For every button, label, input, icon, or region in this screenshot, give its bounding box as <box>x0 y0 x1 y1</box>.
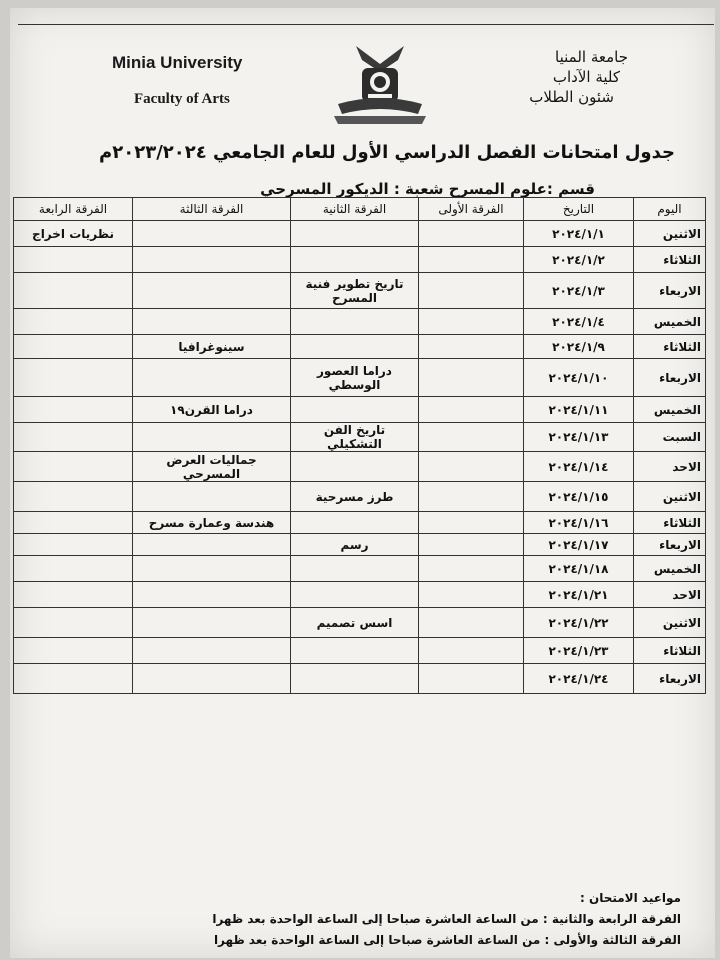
year-1-cell <box>419 664 524 694</box>
year-2-cell <box>291 335 419 359</box>
page-title: جدول امتحانات الفصل الدراسي الأول للعام الجامعي ٢٠٢٣/٢٠٢٤م <box>99 142 675 163</box>
year-3-cell <box>133 359 291 397</box>
year-2-cell <box>291 582 419 608</box>
date-cell: ٢٠٢٤/١/٢١ <box>524 582 634 608</box>
date-cell: ٢٠٢٤/١/١٤ <box>524 452 634 482</box>
year-2-cell <box>291 512 419 534</box>
university-name-ar: جامعة المنيا <box>555 48 628 66</box>
document-page <box>10 8 715 958</box>
year-4-cell <box>14 664 133 694</box>
year-3-cell <box>133 309 291 335</box>
date-cell: ٢٠٢٤/١/٣ <box>524 273 634 309</box>
header-year-2: الفرقة الثانية <box>291 198 419 221</box>
day-cell: الاثنين <box>634 608 706 638</box>
year-2-cell <box>291 247 419 273</box>
year-2-cell: دراما العصور الوسطي <box>291 359 419 397</box>
year-3-cell: دراما القرن١٩ <box>133 397 291 423</box>
table-row <box>14 221 706 247</box>
day-cell: الخميس <box>634 397 706 423</box>
letterhead-arabic <box>529 47 628 107</box>
year-2-cell: طرز مسرحية <box>291 482 419 512</box>
date-cell: ٢٠٢٤/١/٢٢ <box>524 608 634 638</box>
date-cell: ٢٠٢٤/١/١٦ <box>524 512 634 534</box>
year-3-cell: سينوغرافيا <box>133 335 291 359</box>
year-1-cell <box>419 423 524 452</box>
day-cell: الثلاثاء <box>634 638 706 664</box>
department-subtitle: قسم :علوم المسرح شعبة : الديكور المسرحي <box>260 180 595 198</box>
table-row <box>14 608 706 638</box>
university-seal-icon <box>328 38 432 130</box>
notes-line-2: الفرقة الثالثة والأولى : من الساعة العاشرة صباحا إلى الساعة الواحدة بعد ظهرا <box>213 933 681 947</box>
year-4-cell <box>14 534 133 556</box>
year-4-cell <box>14 397 133 423</box>
year-4-cell <box>14 359 133 397</box>
year-1-cell <box>419 359 524 397</box>
year-4-cell <box>14 582 133 608</box>
year-3-cell <box>133 582 291 608</box>
year-1-cell <box>419 582 524 608</box>
header-day: اليوم <box>634 198 706 221</box>
year-3-cell <box>133 608 291 638</box>
date-cell: ٢٠٢٤/١/١٨ <box>524 556 634 582</box>
year-4-cell <box>14 608 133 638</box>
year-2-cell <box>291 638 419 664</box>
table-row <box>14 556 706 582</box>
year-2-cell <box>291 452 419 482</box>
year-2-cell <box>291 556 419 582</box>
year-1-cell <box>419 534 524 556</box>
year-4-cell <box>14 482 133 512</box>
header-year-1: الفرقة الأولى <box>419 198 524 221</box>
year-2-cell <box>291 221 419 247</box>
day-cell: الاربعاء <box>634 359 706 397</box>
year-1-cell <box>419 638 524 664</box>
year-1-cell <box>419 335 524 359</box>
university-name-en: Minia University <box>112 53 243 72</box>
year-4-cell <box>14 512 133 534</box>
header-year-3: الفرقة الثالثة <box>133 198 291 221</box>
date-cell: ٢٠٢٤/١/١٠ <box>524 359 634 397</box>
year-1-cell <box>419 512 524 534</box>
header-year-4: الفرقة الرابعة <box>14 198 133 221</box>
year-4-cell <box>14 638 133 664</box>
day-cell: الاربعاء <box>634 273 706 309</box>
exam-times-notes <box>212 888 681 951</box>
office-name-ar: شئون الطلاب <box>529 88 614 106</box>
year-3-cell <box>133 482 291 512</box>
year-4-cell <box>14 452 133 482</box>
year-2-cell: اسس تصميم <box>291 608 419 638</box>
date-cell: ٢٠٢٤/١/١٣ <box>524 423 634 452</box>
day-cell: الثلاثاء <box>634 512 706 534</box>
table-row <box>14 512 706 534</box>
table-row <box>14 247 706 273</box>
day-cell: الاثنين <box>634 221 706 247</box>
year-2-cell <box>291 309 419 335</box>
table-row <box>14 273 706 309</box>
table-header-row <box>14 198 706 221</box>
year-3-cell <box>133 664 291 694</box>
date-cell: ٢٠٢٤/١/٢ <box>524 247 634 273</box>
year-1-cell <box>419 482 524 512</box>
day-cell: الاحد <box>634 582 706 608</box>
day-cell: الخميس <box>634 309 706 335</box>
year-4-cell <box>14 335 133 359</box>
year-3-cell: جماليات العرض المسرحي <box>133 452 291 482</box>
year-2-cell <box>291 664 419 694</box>
year-1-cell <box>419 397 524 423</box>
day-cell: الثلاثاء <box>634 247 706 273</box>
exam-schedule-table <box>13 197 706 694</box>
year-4-cell: نظريات اخراج <box>14 221 133 247</box>
header-date: التاريخ <box>524 198 634 221</box>
date-cell: ٢٠٢٤/١/١١ <box>524 397 634 423</box>
day-cell: الاحد <box>634 452 706 482</box>
year-3-cell <box>133 638 291 664</box>
table-row <box>14 482 706 512</box>
year-3-cell <box>133 273 291 309</box>
table-row <box>14 397 706 423</box>
date-cell: ٢٠٢٤/١/١ <box>524 221 634 247</box>
day-cell: الاربعاء <box>634 534 706 556</box>
year-4-cell <box>14 309 133 335</box>
faculty-name-en: Faculty of Arts <box>134 91 230 107</box>
table-row <box>14 359 706 397</box>
table-row <box>14 582 706 608</box>
year-3-cell <box>133 556 291 582</box>
date-cell: ٢٠٢٤/١/١٧ <box>524 534 634 556</box>
year-1-cell <box>419 221 524 247</box>
day-cell: الاثنين <box>634 482 706 512</box>
date-cell: ٢٠٢٤/١/١٥ <box>524 482 634 512</box>
year-3-cell <box>133 534 291 556</box>
year-4-cell <box>14 273 133 309</box>
notes-line-1: الفرقة الرابعة والثانية : من الساعة العاشرة صباحا إلى الساعة الواحدة بعد ظهرا <box>212 912 681 926</box>
year-1-cell <box>419 273 524 309</box>
table-row <box>14 664 706 694</box>
day-cell: الاربعاء <box>634 664 706 694</box>
date-cell: ٢٠٢٤/١/٤ <box>524 309 634 335</box>
year-4-cell <box>14 247 133 273</box>
year-1-cell <box>419 556 524 582</box>
year-1-cell <box>419 309 524 335</box>
year-1-cell <box>419 247 524 273</box>
table-row <box>14 335 706 359</box>
day-cell: الخميس <box>634 556 706 582</box>
table-row <box>14 423 706 452</box>
year-4-cell <box>14 556 133 582</box>
year-3-cell: هندسة وعمارة مسرح <box>133 512 291 534</box>
date-cell: ٢٠٢٤/١/٢٤ <box>524 664 634 694</box>
day-cell: الثلاثاء <box>634 335 706 359</box>
year-2-cell <box>291 397 419 423</box>
date-cell: ٢٠٢٤/١/٢٣ <box>524 638 634 664</box>
table-row <box>14 309 706 335</box>
year-1-cell <box>419 608 524 638</box>
year-1-cell <box>419 452 524 482</box>
date-cell: ٢٠٢٤/١/٩ <box>524 335 634 359</box>
year-2-cell: تاريخ تطوير فنية المسرح <box>291 273 419 309</box>
year-3-cell <box>133 247 291 273</box>
table-row <box>14 638 706 664</box>
year-4-cell <box>14 423 133 452</box>
table-row <box>14 534 706 556</box>
day-cell: السبت <box>634 423 706 452</box>
notes-heading: مواعيد الامتحان : <box>579 891 681 905</box>
year-2-cell: تاريخ الفن التشكيلي <box>291 423 419 452</box>
table-row <box>14 452 706 482</box>
year-2-cell: رسم <box>291 534 419 556</box>
year-3-cell <box>133 423 291 452</box>
year-3-cell <box>133 221 291 247</box>
faculty-name-ar: كلية الآداب <box>552 68 620 86</box>
